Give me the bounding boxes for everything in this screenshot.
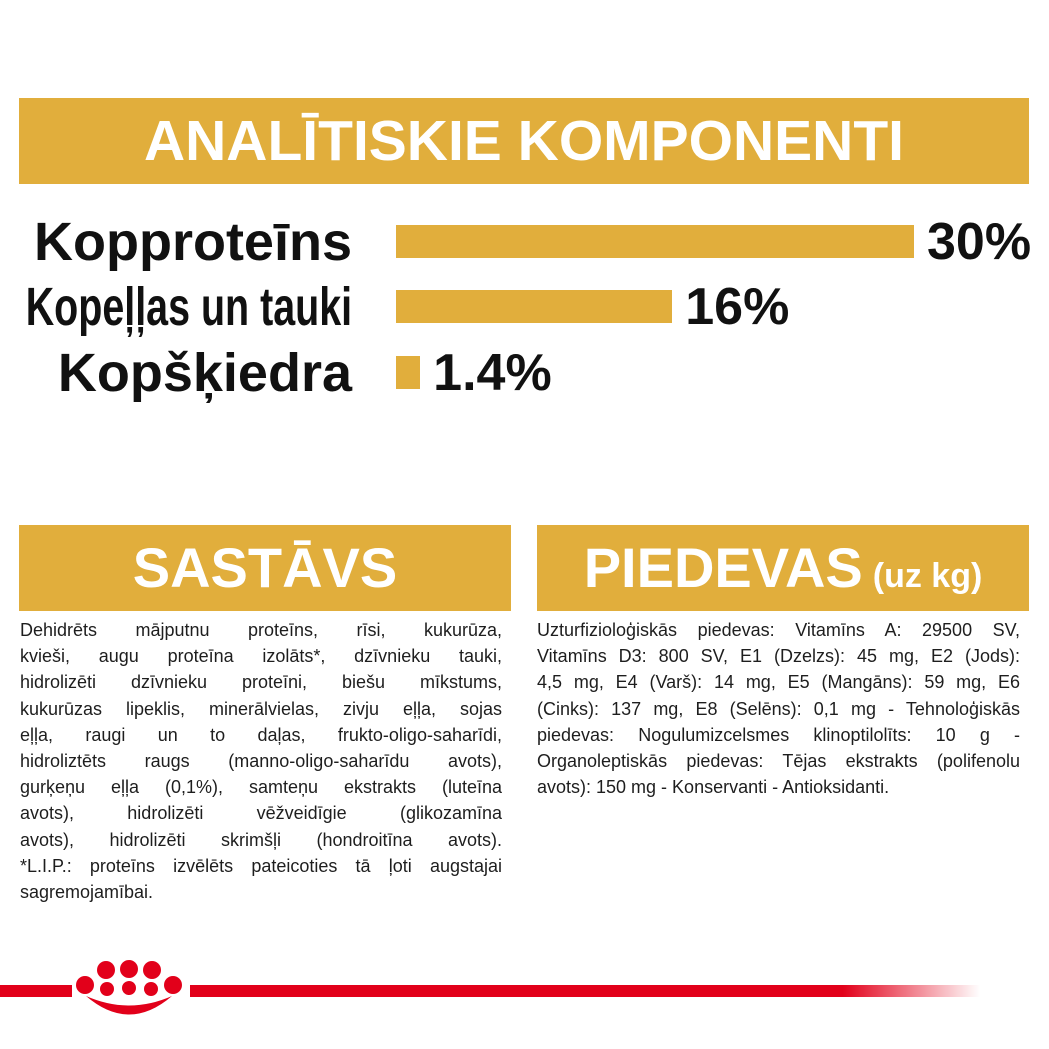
composition-line: gurķeņu eļļa (0,1%), samteņu ekstrakts (luteīna (20, 777, 502, 798)
crown-side-left-dot (76, 976, 94, 994)
composition-line: kvieši, augu proteīna izolāts*, dzīvnieku tauki, (20, 646, 502, 667)
additives-line: Uzturfizioloģiskās piedevas: Vitamīns A: 29500 SV, (537, 620, 1020, 640)
composition-line: avots), hidrolizēti vēžveidīgie (glikozamīna (20, 803, 502, 824)
value-label-crude-protein: 30% (927, 213, 1032, 271)
analytic-components-banner (19, 98, 1029, 184)
composition-line: Dehidrēts mājputnu proteīns, rīsi, kukurūza, (20, 620, 502, 640)
composition-line: sagremojamībai. (20, 882, 154, 903)
category-label-crude-protein: Kopproteīns (34, 212, 352, 272)
additives-line: avots): 150 mg - Konservanti - Antioksidanti. (537, 777, 890, 798)
additives-line: piedevas: Nogulumizcelsmes klinoptilolīts: 10 g - (537, 724, 1020, 745)
crown-middle-right-dot (144, 982, 158, 996)
composition-text (20, 617, 502, 905)
composition-title-wrap (132, 536, 398, 599)
value-label-crude-fibre: 1.4% (433, 344, 552, 402)
composition-line: hidrolizēti dzīvnieku proteīni, biešu mīkstums, (20, 672, 502, 693)
additives-title-suffix: (uz kg) (872, 557, 983, 595)
crown-logo-svg (72, 955, 190, 1020)
composition-line: *L.I.P.: proteīns izvēlēts pateicoties tā ļoti augstajai (20, 855, 502, 876)
crown-top-middle-dot (120, 960, 138, 978)
composition-line: eļļa, raugi un to daļas, frukto-oligo-saharīdi, (20, 724, 502, 745)
chart-title: ANALĪTISKIE KOMPONENTI (143, 108, 904, 173)
category-label-crude-fibre: Kopšķiedra (57, 343, 352, 403)
crown-top-right-dot (143, 961, 161, 979)
crown-top-left-dot (97, 961, 115, 979)
additives-banner (537, 525, 1029, 611)
crown-base-band (86, 996, 172, 1015)
additives-line: (Cinks): 137 mg, E8 (Selēns): 0,1 mg - Tehnoloģiskās (537, 698, 1020, 719)
crown-middle-center-dot (122, 981, 136, 995)
additives-title: PIEDEVAS (583, 536, 863, 599)
bar-crude-protein (396, 225, 914, 258)
additives-line: Vitamīns D3: 800 SV, E1 (Dzelzs): 45 mg, E2 (Jods): (537, 646, 1020, 667)
composition-line: kukurūzas lipeklis, minerālvielas, zivju eļļa, sojas (20, 698, 502, 719)
composition-banner (19, 525, 511, 611)
composition-line: avots), hidrolizēti skrimšļi (hondroitīna avots). (20, 829, 502, 850)
category-label-fat-content: Kopeļļas un tauki (25, 277, 352, 337)
composition-title: SASTĀVS (132, 536, 398, 599)
crown-middle-left-dot (100, 982, 114, 996)
additives-text (537, 617, 1020, 800)
additives-title-wrap (583, 536, 983, 599)
crown-side-right-dot (164, 976, 182, 994)
bar-fat-content (396, 290, 672, 323)
value-label-fat-content: 16% (685, 278, 790, 336)
additives-line: 4,5 mg, E4 (Varš): 14 mg, E5 (Mangāns): 59 mg, E6 (537, 672, 1020, 693)
additives-line: Organoleptiskās piedevas: Tējas ekstrakts (polifenolu (537, 751, 1020, 772)
royal-canin-crown-icon (72, 955, 190, 1020)
composition-line: hidroliztēts raugs (manno-oligo-saharīdu avots), (20, 751, 502, 772)
bar-crude-fibre (396, 356, 420, 389)
